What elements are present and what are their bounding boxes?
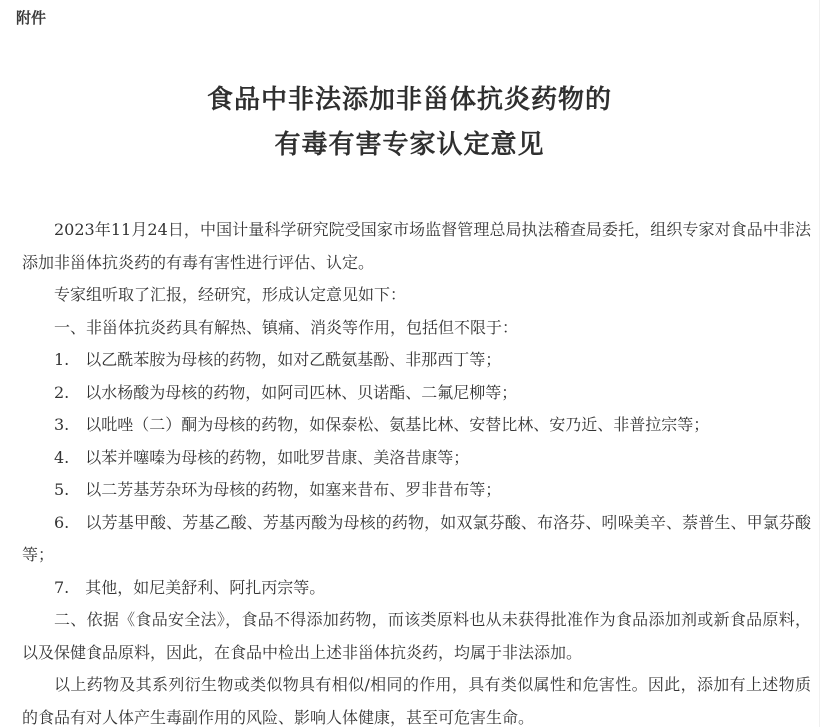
paragraph-section-two-legal-basis: 二、依据《食品安全法》，食品不得添加药物，而该类原料也从未获得批准作为食品添加剂或新食品原料，以及保健食品原料，因此，在食品中检出上述非甾体抗炎药，均属于非法添加。 bbox=[22, 610, 811, 662]
paragraph-commission-intro: 2023年11月24日，中国计量科学研究院受国家市场监督管理总局执法稽查局委托，组织专家对食品中非法添加非甾体抗炎药的有毒有害性进行评估、认定。 bbox=[22, 220, 811, 272]
list-item-4-benzothiazine: 4. 以苯并噻嗪为母核的药物，如吡罗昔康、美洛昔康等； bbox=[54, 447, 470, 467]
list-item-3-pyrazolone: 3. 以吡唑（二）酮为母核的药物，如保泰松、氨基比林、安替比林、安乃近、非普拉宗等； bbox=[54, 415, 710, 434]
paragraph-final-conclusion: 以上药物及其系列衍生物或类似物具有相似/相同的作用，具有类似属性和危害性。因此，添加有上述物质的食品有对人体产生毒副作用的风险、影响人体健康，甚至可危害生命。 bbox=[22, 675, 811, 727]
list-item-5-diaryl-heterocycle: 5. 以二芳基芳杂环为母核的药物，如塞来昔布、罗非昔布等； bbox=[54, 480, 502, 499]
attachment-label: 附件 bbox=[16, 9, 47, 27]
document-title-line-2: 有毒有害专家认定意见 bbox=[274, 130, 545, 160]
list-item-1-acetanilide: 1. 以乙酰苯胺为母核的药物，如对乙酰氨基酚、非那西丁等； bbox=[54, 350, 502, 369]
list-item-7-others: 7. 其他，如尼美舒利、阿扎丙宗等。 bbox=[54, 577, 326, 597]
document-title bbox=[0, 78, 819, 168]
document-body bbox=[0, 214, 819, 727]
list-item-6-aryl-acids: 6. 以芳基甲酸、芳基乙酸、芳基丙酸为母核的药物，如双氯芬酸、布洛芬、吲哚美辛、萘普生、甲氯芬酸等； bbox=[22, 512, 811, 564]
paragraph-section-one-heading: 一、非甾体抗炎药具有解热、镇痛、消炎等作用，包括但不限于： bbox=[54, 317, 519, 337]
document-title-line-1: 食品中非法添加非甾体抗炎药物的 bbox=[206, 85, 612, 115]
paragraph-expert-conclusion-intro: 专家组听取了汇报，经研究，形成认定意见如下： bbox=[54, 285, 407, 304]
list-item-2-salicylic-acid: 2. 以水杨酸为母核的药物，如阿司匹林、贝诺酯、二氟尼柳等； bbox=[54, 382, 518, 402]
